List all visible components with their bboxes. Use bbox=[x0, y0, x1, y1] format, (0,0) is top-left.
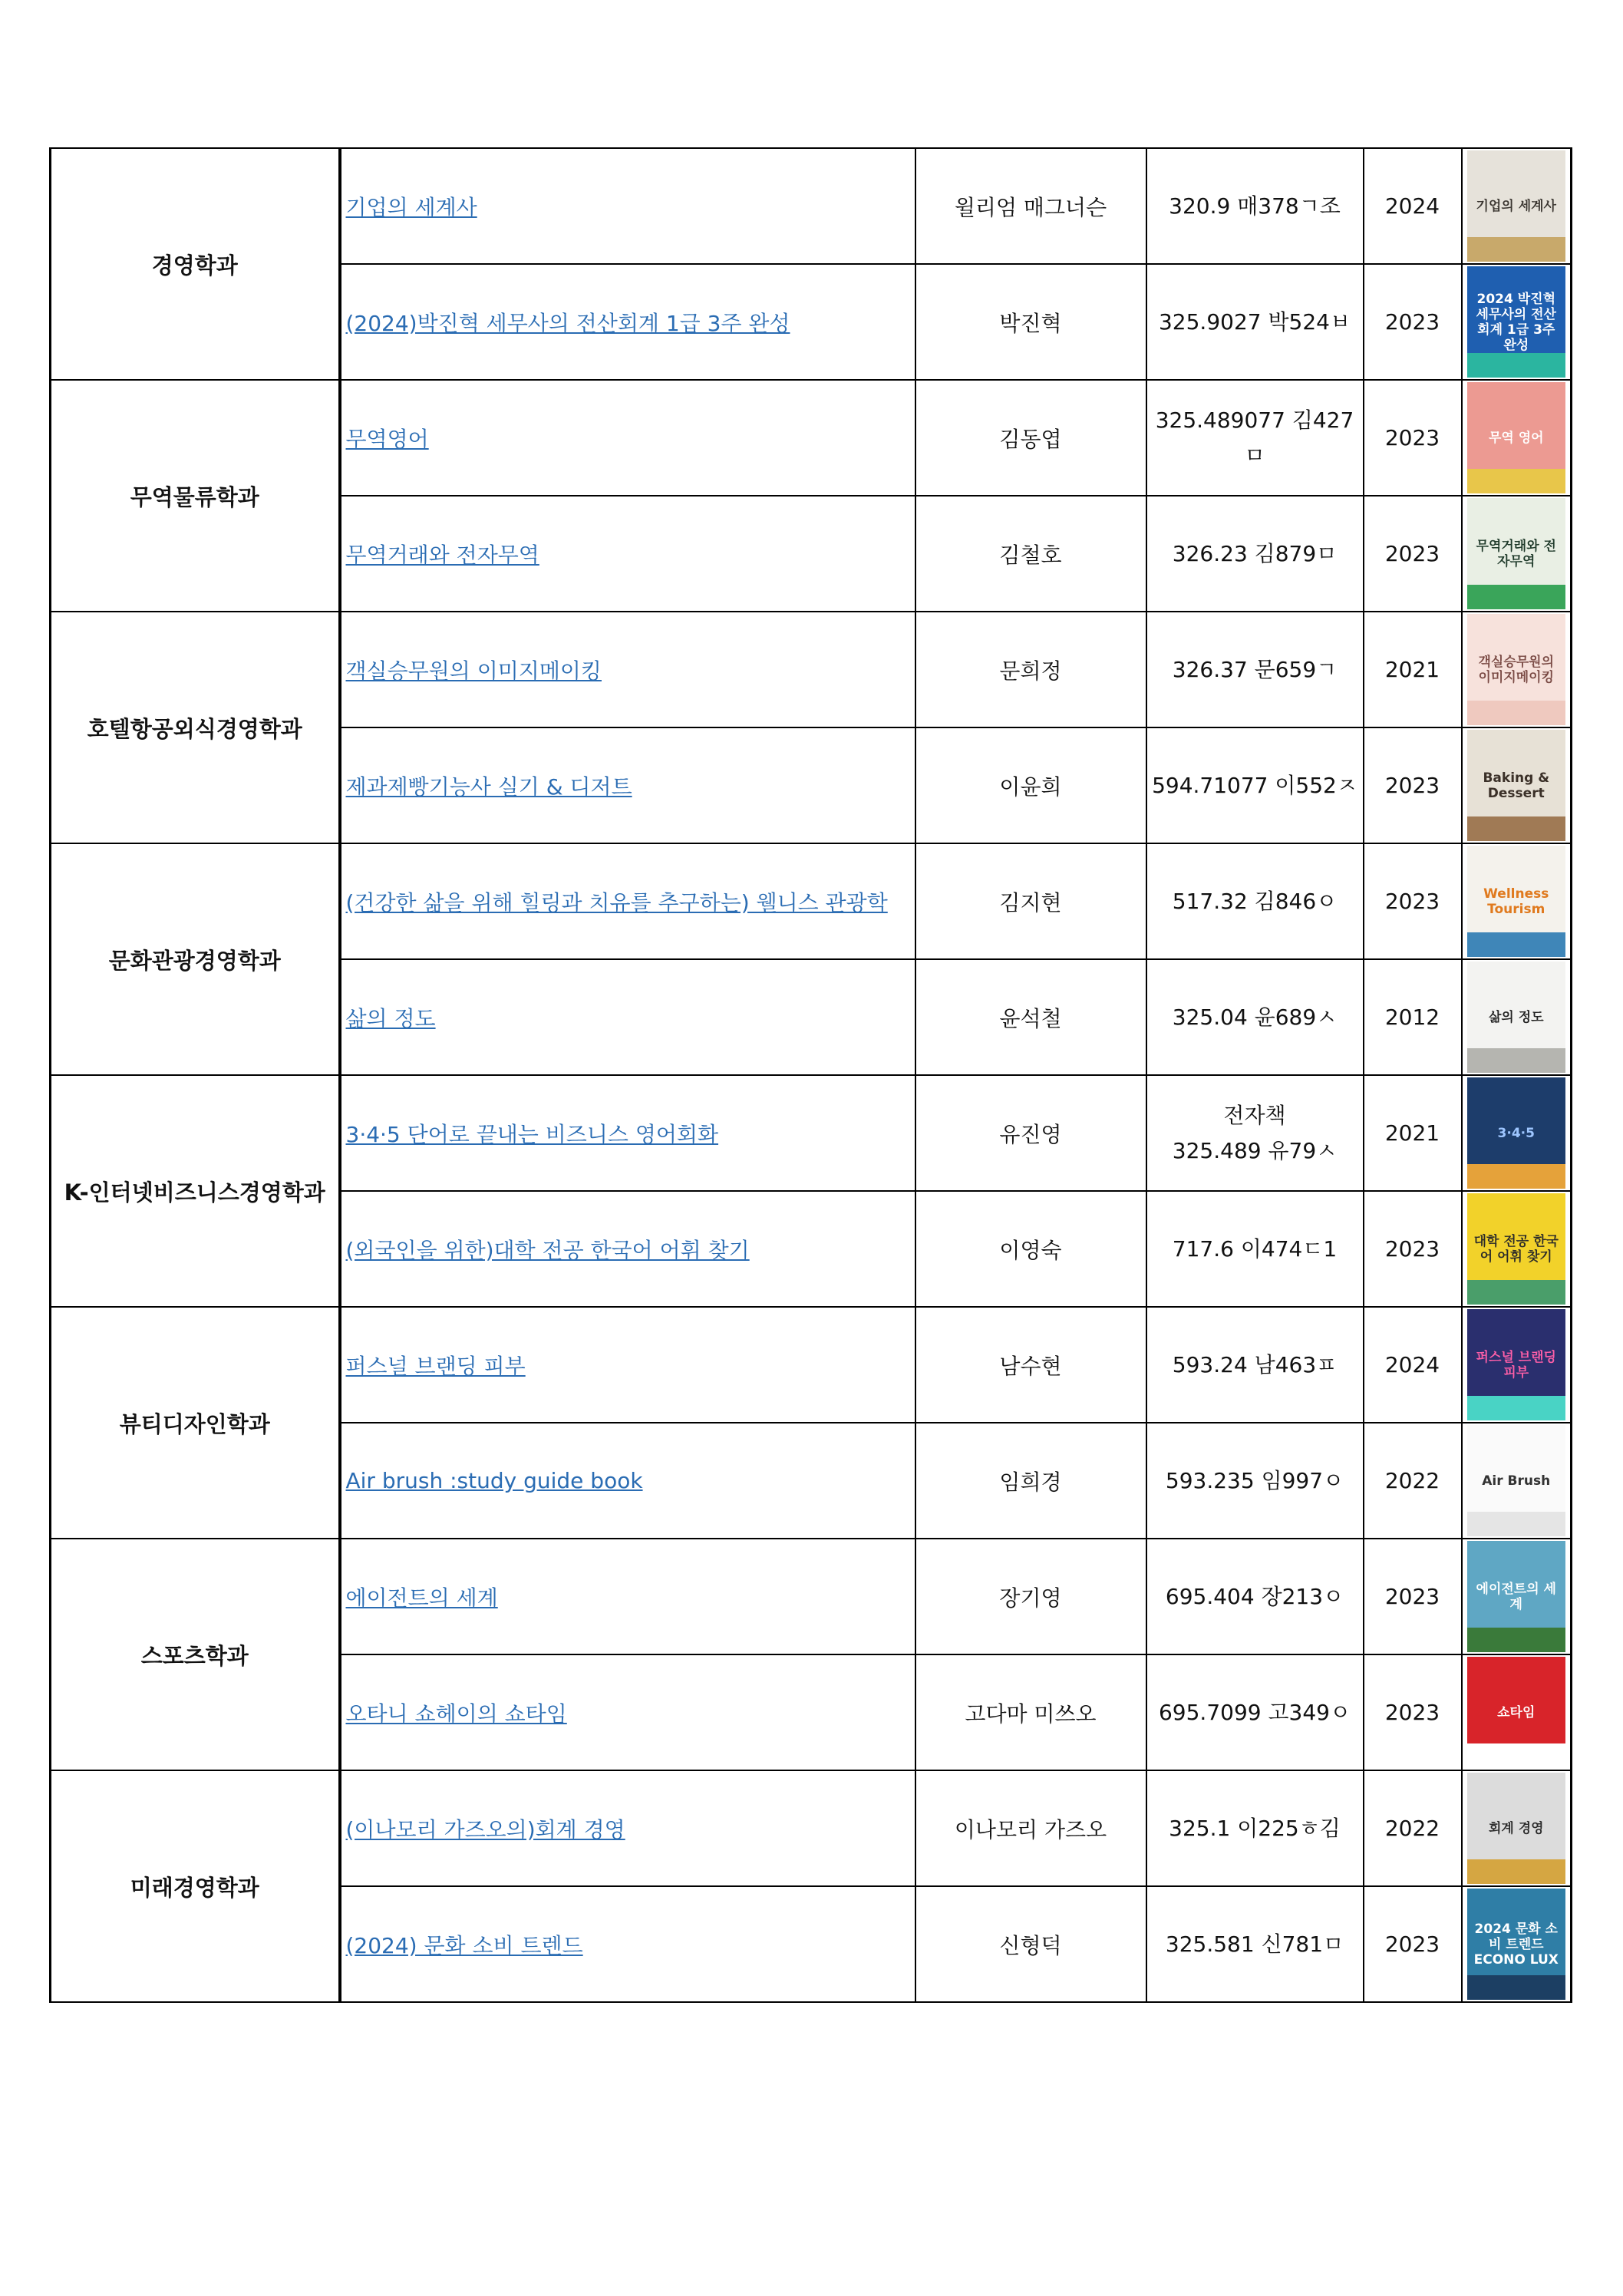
book-cover-accent bbox=[1467, 816, 1565, 841]
call-number: 695.404 장213ㅇ bbox=[1165, 1583, 1344, 1609]
book-cover-accent bbox=[1467, 1628, 1565, 1652]
call-number-cell bbox=[1146, 843, 1364, 959]
table-row bbox=[51, 1075, 1572, 1191]
department-name: 무역물류학과 bbox=[51, 380, 340, 612]
book-title-link[interactable]: 3·4·5 단어로 끝내는 비즈니스 영어회화 bbox=[345, 1121, 719, 1147]
book-cover-cell bbox=[1462, 1191, 1572, 1307]
book-cover-accent bbox=[1467, 353, 1565, 378]
department-name: 문화관광경영학과 bbox=[51, 843, 340, 1075]
publication-year: 2023 bbox=[1364, 380, 1462, 496]
call-number: 325.04 윤689ㅅ bbox=[1172, 1004, 1338, 1030]
book-title-cell bbox=[340, 959, 915, 1075]
department-name: 뷰티디자인학과 bbox=[51, 1307, 340, 1539]
call-number-cell bbox=[1146, 1307, 1364, 1423]
book-cover-image bbox=[1467, 1309, 1565, 1420]
table-row bbox=[51, 148, 1572, 264]
book-author: 이영숙 bbox=[915, 1191, 1146, 1307]
publication-year: 2023 bbox=[1364, 264, 1462, 380]
book-cover-text: Air Brush bbox=[1482, 1473, 1551, 1489]
book-title-link[interactable]: 제과제빵기능사 실기 & 디저트 bbox=[345, 774, 632, 800]
book-cover-accent bbox=[1467, 932, 1565, 957]
book-cover-image bbox=[1467, 614, 1565, 725]
book-title-link[interactable]: 삶의 정도 bbox=[345, 1005, 436, 1031]
book-title-cell bbox=[340, 380, 915, 496]
publication-year: 2024 bbox=[1364, 1307, 1462, 1423]
book-title-cell bbox=[340, 1075, 915, 1191]
book-cover-cell bbox=[1462, 612, 1572, 727]
book-title-link[interactable]: 기업의 세계사 bbox=[345, 194, 477, 220]
book-title-cell bbox=[340, 496, 915, 612]
call-number: 325.581 신781ㅁ bbox=[1165, 1931, 1344, 1957]
book-cover-image bbox=[1467, 1541, 1565, 1652]
call-number: 325.489077 김427ㅁ bbox=[1155, 407, 1354, 468]
call-number-cell bbox=[1146, 1539, 1364, 1654]
book-cover-accent bbox=[1467, 1280, 1565, 1305]
call-number-cell bbox=[1146, 264, 1364, 380]
book-cover-image bbox=[1467, 1077, 1565, 1189]
publication-year: 2023 bbox=[1364, 1191, 1462, 1307]
publication-year: 2024 bbox=[1364, 148, 1462, 264]
book-cover-image bbox=[1467, 1193, 1565, 1305]
call-number: 695.7099 고349ㅇ bbox=[1158, 1699, 1351, 1725]
book-author: 이윤희 bbox=[915, 727, 1146, 843]
book-author: 고다마 미쓰오 bbox=[915, 1654, 1146, 1770]
book-title-link[interactable]: 객실승무원의 이미지메이킹 bbox=[345, 658, 602, 684]
book-cover-image bbox=[1467, 150, 1565, 262]
call-number: 593.235 임997ㅇ bbox=[1165, 1467, 1344, 1493]
book-cover-cell bbox=[1462, 1770, 1572, 1886]
book-title-link[interactable]: 퍼스널 브랜딩 피부 bbox=[345, 1353, 526, 1379]
call-number-cell bbox=[1146, 148, 1364, 264]
book-cover-image bbox=[1467, 498, 1565, 609]
call-number: 517.32 김846ㅇ bbox=[1172, 888, 1338, 914]
publication-year: 2012 bbox=[1364, 959, 1462, 1075]
book-cover-accent bbox=[1467, 585, 1565, 609]
book-author: 윤석철 bbox=[915, 959, 1146, 1075]
book-cover-cell bbox=[1462, 264, 1572, 380]
book-cover-image bbox=[1467, 1657, 1565, 1768]
book-author: 김동엽 bbox=[915, 380, 1146, 496]
book-cover-cell bbox=[1462, 843, 1572, 959]
book-title-link[interactable]: Air brush :study guide book bbox=[345, 1468, 643, 1493]
book-cover-accent bbox=[1467, 237, 1565, 262]
book-cover-text: 회계 경영 bbox=[1488, 1820, 1544, 1836]
book-cover-accent bbox=[1467, 1512, 1565, 1536]
call-number-cell bbox=[1146, 1075, 1364, 1191]
call-number: 717.6 이474ㄷ1 bbox=[1172, 1235, 1338, 1262]
department-name: 호텔항공외식경영학과 bbox=[51, 612, 340, 843]
book-author: 남수현 bbox=[915, 1307, 1146, 1423]
call-number: 593.24 남463ㅍ bbox=[1172, 1351, 1338, 1377]
publication-year: 2023 bbox=[1364, 727, 1462, 843]
publication-year: 2023 bbox=[1364, 496, 1462, 612]
publication-year: 2023 bbox=[1364, 843, 1462, 959]
call-number-cell bbox=[1146, 959, 1364, 1075]
publication-year: 2021 bbox=[1364, 1075, 1462, 1191]
book-title-link[interactable]: (건강한 삶을 위해 힐링과 치유를 추구하는) 웰니스 관광학 bbox=[345, 889, 888, 915]
table-row bbox=[51, 1307, 1572, 1423]
book-cover-cell bbox=[1462, 496, 1572, 612]
table-row bbox=[51, 612, 1572, 727]
book-author: 윌리엄 매그너슨 bbox=[915, 148, 1146, 264]
book-cover-text: 대학 전공 한국어 어휘 찾기 bbox=[1473, 1233, 1559, 1265]
book-cover-accent bbox=[1467, 701, 1565, 725]
call-number-note: 전자책 bbox=[1223, 1102, 1286, 1128]
book-author: 김철호 bbox=[915, 496, 1146, 612]
call-number: 320.9 매378ㄱ조 bbox=[1169, 193, 1341, 219]
book-cover-accent bbox=[1467, 1859, 1565, 1884]
book-title-cell bbox=[340, 727, 915, 843]
table-row bbox=[51, 843, 1572, 959]
call-number-cell bbox=[1146, 380, 1364, 496]
call-number-cell bbox=[1146, 727, 1364, 843]
book-cover-text: Wellness Tourism bbox=[1483, 886, 1549, 917]
book-cover-text: 에이전트의 세계 bbox=[1476, 1581, 1556, 1612]
book-title-link[interactable]: (이나모리 가즈오의)회계 경영 bbox=[345, 1816, 625, 1842]
book-cover-image bbox=[1467, 382, 1565, 493]
book-cover-text: 기업의 세계사 bbox=[1476, 198, 1556, 214]
publication-year: 2023 bbox=[1364, 1886, 1462, 2002]
book-cover-text: Baking & Dessert bbox=[1483, 770, 1550, 801]
book-title-cell bbox=[340, 612, 915, 727]
book-cover-cell bbox=[1462, 1075, 1572, 1191]
table-row bbox=[51, 380, 1572, 496]
call-number-cell bbox=[1146, 1770, 1364, 1886]
book-title-cell bbox=[340, 1191, 915, 1307]
book-author: 임희경 bbox=[915, 1423, 1146, 1539]
table-row bbox=[51, 1539, 1572, 1654]
book-cover-accent bbox=[1467, 469, 1565, 493]
call-number: 325.9027 박524ㅂ bbox=[1158, 308, 1351, 335]
publication-year: 2023 bbox=[1364, 1654, 1462, 1770]
call-number: 325.1 이225ㅎ김 bbox=[1169, 1815, 1341, 1841]
book-cover-image bbox=[1467, 1889, 1565, 2000]
publication-year: 2023 bbox=[1364, 1539, 1462, 1654]
book-title-cell bbox=[340, 1770, 915, 1886]
book-title-cell bbox=[340, 1423, 915, 1539]
book-cover-accent bbox=[1467, 1975, 1565, 2000]
book-author: 김지현 bbox=[915, 843, 1146, 959]
book-cover-image bbox=[1467, 1425, 1565, 1536]
department-name: K-인터넷비즈니스경영학과 bbox=[51, 1075, 340, 1307]
book-cover-text: 쇼타임 bbox=[1497, 1704, 1536, 1720]
book-title-link[interactable]: 에이전트의 세계 bbox=[345, 1585, 498, 1611]
book-cover-cell bbox=[1462, 959, 1572, 1075]
call-number: 325.489 유79ㅅ bbox=[1172, 1137, 1338, 1163]
department-name: 경영학과 bbox=[51, 148, 340, 380]
publication-year: 2021 bbox=[1364, 612, 1462, 727]
call-number-cell bbox=[1146, 1654, 1364, 1770]
book-title-cell bbox=[340, 1307, 915, 1423]
department-name: 미래경영학과 bbox=[51, 1770, 340, 2002]
book-cover-cell bbox=[1462, 1539, 1572, 1654]
book-cover-text: 3·4·5 bbox=[1497, 1125, 1535, 1141]
book-title-link[interactable]: 무역영어 bbox=[345, 426, 429, 452]
book-cover-text: 퍼스널 브랜딩 피부 bbox=[1476, 1349, 1556, 1381]
book-title-link[interactable]: (2024) 문화 소비 트렌드 bbox=[345, 1932, 583, 1958]
book-cover-text: 무역거래와 전자무역 bbox=[1476, 538, 1556, 569]
book-cover-accent bbox=[1467, 1743, 1565, 1768]
book-cover-image bbox=[1467, 846, 1565, 957]
call-number: 326.23 김879ㅁ bbox=[1172, 540, 1338, 566]
book-title-link[interactable]: (2024)박진혁 세무사의 전산회계 1급 3주 완성 bbox=[345, 310, 790, 336]
book-cover-image bbox=[1467, 1773, 1565, 1884]
book-author: 이나모리 가즈오 bbox=[915, 1770, 1146, 1886]
call-number-cell bbox=[1146, 612, 1364, 727]
book-author: 신형덕 bbox=[915, 1886, 1146, 2002]
publication-year: 2022 bbox=[1364, 1770, 1462, 1886]
book-title-cell bbox=[340, 264, 915, 380]
book-title-link[interactable]: 오타니 쇼헤이의 쇼타임 bbox=[345, 1701, 567, 1727]
book-title-cell bbox=[340, 148, 915, 264]
book-cover-accent bbox=[1467, 1164, 1565, 1189]
book-cover-accent bbox=[1467, 1396, 1565, 1420]
call-number-cell bbox=[1146, 1423, 1364, 1539]
book-cover-text: 2024 문화 소비 트렌드 ECONO LUX bbox=[1473, 1921, 1559, 1968]
book-cover-cell bbox=[1462, 1886, 1572, 2002]
book-cover-accent bbox=[1467, 1048, 1565, 1073]
call-number-cell bbox=[1146, 1886, 1364, 2002]
book-rows bbox=[51, 148, 1572, 2002]
book-author: 유진영 bbox=[915, 1075, 1146, 1191]
book-cover-cell bbox=[1462, 148, 1572, 264]
book-cover-text: 무역 영어 bbox=[1488, 430, 1544, 446]
table-row bbox=[51, 1770, 1572, 1886]
book-cover-image bbox=[1467, 266, 1565, 378]
book-list-table bbox=[49, 147, 1572, 2003]
book-cover-cell bbox=[1462, 1307, 1572, 1423]
book-cover-cell bbox=[1462, 1654, 1572, 1770]
publication-year: 2022 bbox=[1364, 1423, 1462, 1539]
book-cover-text: 삶의 정도 bbox=[1488, 1009, 1544, 1025]
book-title-cell bbox=[340, 843, 915, 959]
call-number-cell bbox=[1146, 1191, 1364, 1307]
book-cover-cell bbox=[1462, 380, 1572, 496]
book-author: 장기영 bbox=[915, 1539, 1146, 1654]
call-number-cell bbox=[1146, 496, 1364, 612]
department-name: 스포츠학과 bbox=[51, 1539, 340, 1770]
book-title-cell bbox=[340, 1539, 915, 1654]
book-title-link[interactable]: 무역거래와 전자무역 bbox=[345, 542, 539, 568]
book-author: 박진혁 bbox=[915, 264, 1146, 380]
book-cover-image bbox=[1467, 730, 1565, 841]
book-title-link[interactable]: (외국인을 위한)대학 전공 한국어 어휘 찾기 bbox=[345, 1237, 750, 1263]
book-cover-image bbox=[1467, 962, 1565, 1073]
book-cover-text: 객실승무원의 이미지메이킹 bbox=[1478, 654, 1555, 685]
book-author: 문희정 bbox=[915, 612, 1146, 727]
book-cover-cell bbox=[1462, 727, 1572, 843]
book-title-cell bbox=[340, 1886, 915, 2002]
book-title-cell bbox=[340, 1654, 915, 1770]
book-cover-cell bbox=[1462, 1423, 1572, 1539]
call-number: 326.37 문659ㄱ bbox=[1172, 656, 1338, 682]
call-number: 594.71077 이552ㅈ bbox=[1152, 772, 1357, 798]
book-cover-text: 2024 박진혁 세무사의 전산회계 1급 3주 완성 bbox=[1476, 291, 1556, 353]
